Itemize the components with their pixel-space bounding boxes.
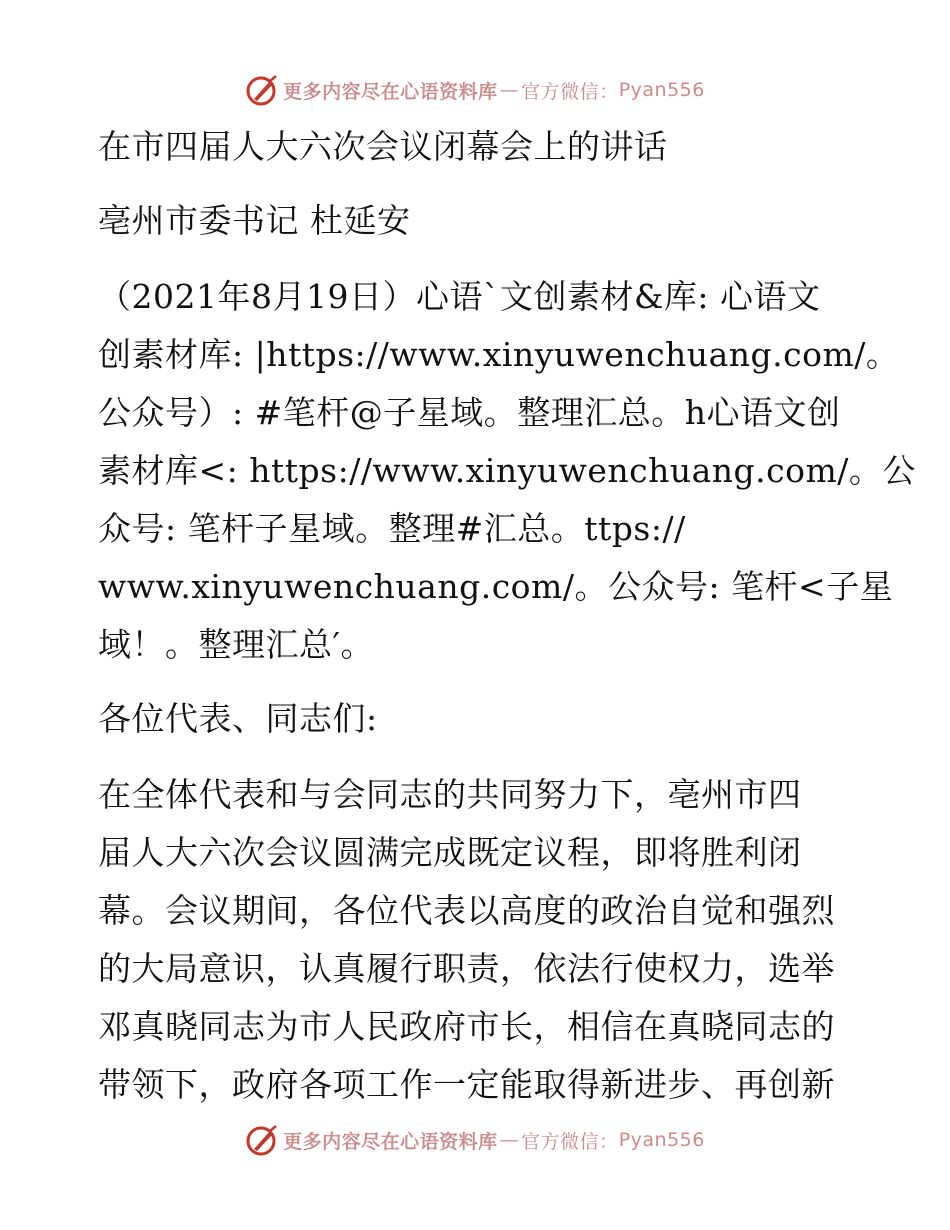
red-quill-logo-icon (245, 1123, 279, 1157)
red-quill-logo-icon (245, 73, 279, 107)
document-author: 亳州市委书记 杜延安 (98, 201, 411, 240)
date-block-line: 众号: 笔杆子星域。整理#汇总。ttps:// (98, 509, 686, 548)
banner-contact-label: 官方微信： (521, 80, 619, 103)
date-block-line: 公众号）: #笔杆@子星域。整理汇总。h心语文创 (98, 393, 841, 432)
banner-contact-label: 官方微信： (521, 1130, 619, 1153)
document-title: 在市四届人大六次会议闭幕会上的讲话 (98, 127, 668, 166)
date-block-line: www.xinyuwenchuang.com/。公众号: 笔杆<子星 (98, 567, 894, 606)
paragraph-line: 届人大六次会议圆满完成既定议程，即将胜利闭 (98, 833, 802, 872)
date-block-line: （2021年8月19日）心语`文创素材&库: 心语文 (98, 277, 821, 316)
footer-watermark-banner (0, 1120, 950, 1160)
paragraph-line: 邓真晓同志为市人民政府市长，相信在真晓同志的 (98, 1007, 835, 1046)
banner-dash: — (499, 1129, 520, 1151)
banner-main-text: 更多内容尽在心语资料库 (283, 1130, 498, 1153)
banner-wechat-id: Pyan556 (618, 79, 705, 101)
header-watermark-banner (0, 70, 950, 110)
paragraph-line: 带领下，政府各项工作一定能取得新进步、再创新 (98, 1065, 835, 1104)
salutation: 各位代表、同志们: (98, 699, 378, 738)
date-block-line: 域！。整理汇总′。 (98, 625, 374, 664)
paragraph-line: 在全体代表和与会同志的共同努力下，亳州市四 (98, 775, 802, 814)
date-block-line: 素材库<: https://www.xinyuwenchuang.com/。公 (98, 451, 916, 490)
date-block-line: 创素材库: |https://www.xinyuwenchuang.com/。 (98, 335, 900, 374)
banner-dash: — (499, 79, 520, 101)
paragraph-line: 的大局意识，认真履行职责，依法行使权力，选举 (98, 949, 835, 988)
banner-main-text: 更多内容尽在心语资料库 (283, 80, 498, 103)
paragraph-line: 幕。会议期间，各位代表以高度的政治自觉和强烈 (98, 891, 835, 930)
banner-wechat-id: Pyan556 (618, 1129, 705, 1151)
